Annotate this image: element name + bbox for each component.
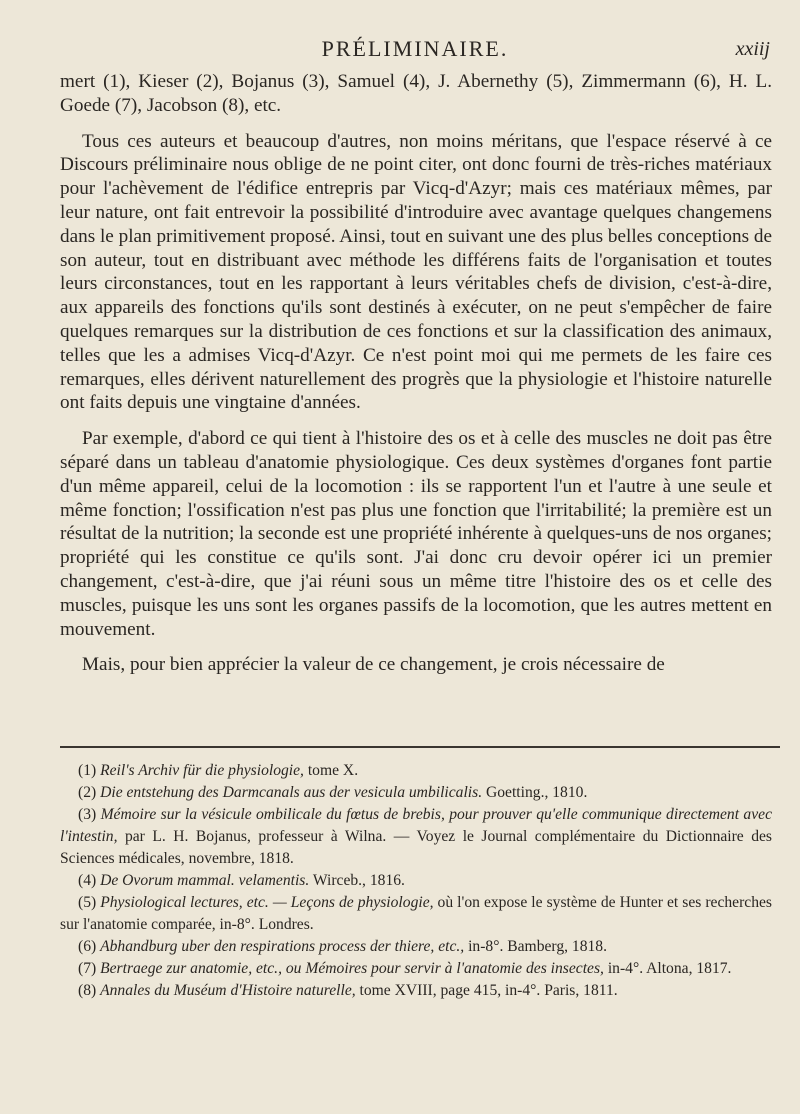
paragraph: Tous ces auteurs et beaucoup d'autres, non moins méritans, que l'espace réservé à ce Discours préliminaire nous oblige de ne point citer, ont donc fourni de très-riches matériaux pour l'achèvement de l'édifice entrepris par Vicq-d'Azyr; mais ces matériaux mêmes, par leur nature, ont fait entrevoir la possibilité d'introduire avec avantage quelques changemens dans le plan primitivement proposé. Ainsi, tout en suivant une des plus belles conceptions de son auteur, tout en distribuant avec méthode les différens faits de l'organisation et toutes leurs circonstances, tout en les rapportant à leurs véritables chefs de division, c'est-à-dire, aux appareils des fonctions qu'ils sont destinés à exécuter, on ne peut s'empêcher de faire quelques remarques sur la distribution de ces fonctions et sur la classification des animaux, telles que les a admises Vicq-d'Azyr. Ce n'est point moi qui me permets de les faire ces remarques, elles dérivent naturellement des progrès que la physiologie et l'histoire naturelle ont faits depuis une vingtaine d'années. — [60, 130, 772, 414]
footnote-title: Annales du Muséum d'Histoire naturelle, — [100, 982, 356, 999]
footnote-title: Reil's Archiv für die physiologie, — [100, 762, 304, 779]
footnote — [60, 782, 772, 804]
footnote — [60, 870, 772, 892]
footnote — [60, 936, 772, 958]
footnote — [60, 892, 772, 936]
footnote-detail: où l'on expose le système de Hunter et ses recherches sur l'anatomie comparée, in-8°. Londres. — [60, 894, 772, 933]
footnote-title: Physiological lectures, etc. — Leçons de physiologie, — [100, 894, 434, 911]
footnote-number: (5) — [78, 894, 97, 911]
footnote-number: (4) — [78, 872, 97, 889]
footnote-title: Mémoire sur la vésicule ombilicale du fœtus de brebis, pour prouver qu'elle communique directement avec l'intestin, — [60, 806, 772, 845]
paragraph: mert (1), Kieser (2), Bojanus (3), Samuel (4), J. Abernethy (5), Zimmermann (6), H. L. Goede (7), Jacobson (8), etc. — [60, 71, 772, 116]
footnote-number: (6) — [78, 938, 97, 955]
footnote-detail: in-8°. Bamberg, 1818. — [464, 938, 607, 955]
footnote — [60, 980, 772, 1002]
footnote-detail: Wirceb., 1816. — [309, 872, 405, 889]
footnote-detail: Goetting., 1810. — [482, 784, 588, 801]
page-number: xxiij — [735, 38, 770, 60]
footnote-detail: tome XVIII, page 415, in-4°. Paris, 1811. — [355, 982, 618, 999]
footnote — [60, 804, 772, 870]
footnote — [60, 958, 772, 980]
footnote-detail: tome X. — [303, 762, 359, 779]
footnote-number: (8) — [78, 982, 97, 999]
main-text — [60, 70, 772, 677]
footnote-number: (1) — [78, 762, 97, 779]
footnote-number: (3) — [78, 806, 97, 823]
footnote-detail: par L. H. Bojanus, professeur à Wilna. — Voyez le Journal complémentaire du Dictionnaire des Sciences médicales, novembre, 1818. — [60, 828, 772, 867]
footnote-number: (7) — [78, 960, 97, 977]
footnote-title: De Ovorum mammal. velamentis. — [100, 872, 310, 889]
footnote-title: Die entstehung des Darmcanals aus der vesicula umbilicalis. — [100, 784, 483, 801]
footnote-detail: in-4°. Altona, 1817. — [603, 960, 732, 977]
paragraph: Mais, pour bien apprécier la valeur de ce changement, je crois nécessaire de — [82, 654, 665, 676]
footnotes — [60, 760, 772, 1002]
footnote-title: Bertraege zur anatomie, etc., ou Mémoires pour servir à l'anatomie des insectes, — [100, 960, 604, 977]
footnote-divider — [60, 746, 780, 748]
running-title: PRÉLIMINAIRE. — [321, 36, 509, 61]
footnote-number: (2) — [78, 784, 97, 801]
footnote — [60, 760, 772, 782]
paragraph: Par exemple, d'abord ce qui tient à l'histoire des os et à celle des muscles ne doit pas être séparé dans un tableau d'anatomie physiologique. Ces deux systèmes d'organes font partie d'un même appareil, celui de la locomotion : ils se rapportent l'un et l'autre à une seule et même fonction; l'ossification n'est pas plus une fonction que l'irritabilité; la première est un résultat de la nutrition; la seconde est une propriété inhérente à quelques-uns de nos organes; propriété qui les constitue ce qu'ils sont. J'ai donc cru devoir opérer ici un premier changement, c'est-à-dire, que j'ai réuni sous un même titre l'histoire des os et celle des muscles, puisque les uns sont les organes passifs de la locomotion, que les autres mettent en mouvement. — [60, 428, 772, 640]
footnote-title: Abhandburg uber den respirations process der thiere, etc., — [100, 938, 465, 955]
page-header — [60, 36, 770, 66]
